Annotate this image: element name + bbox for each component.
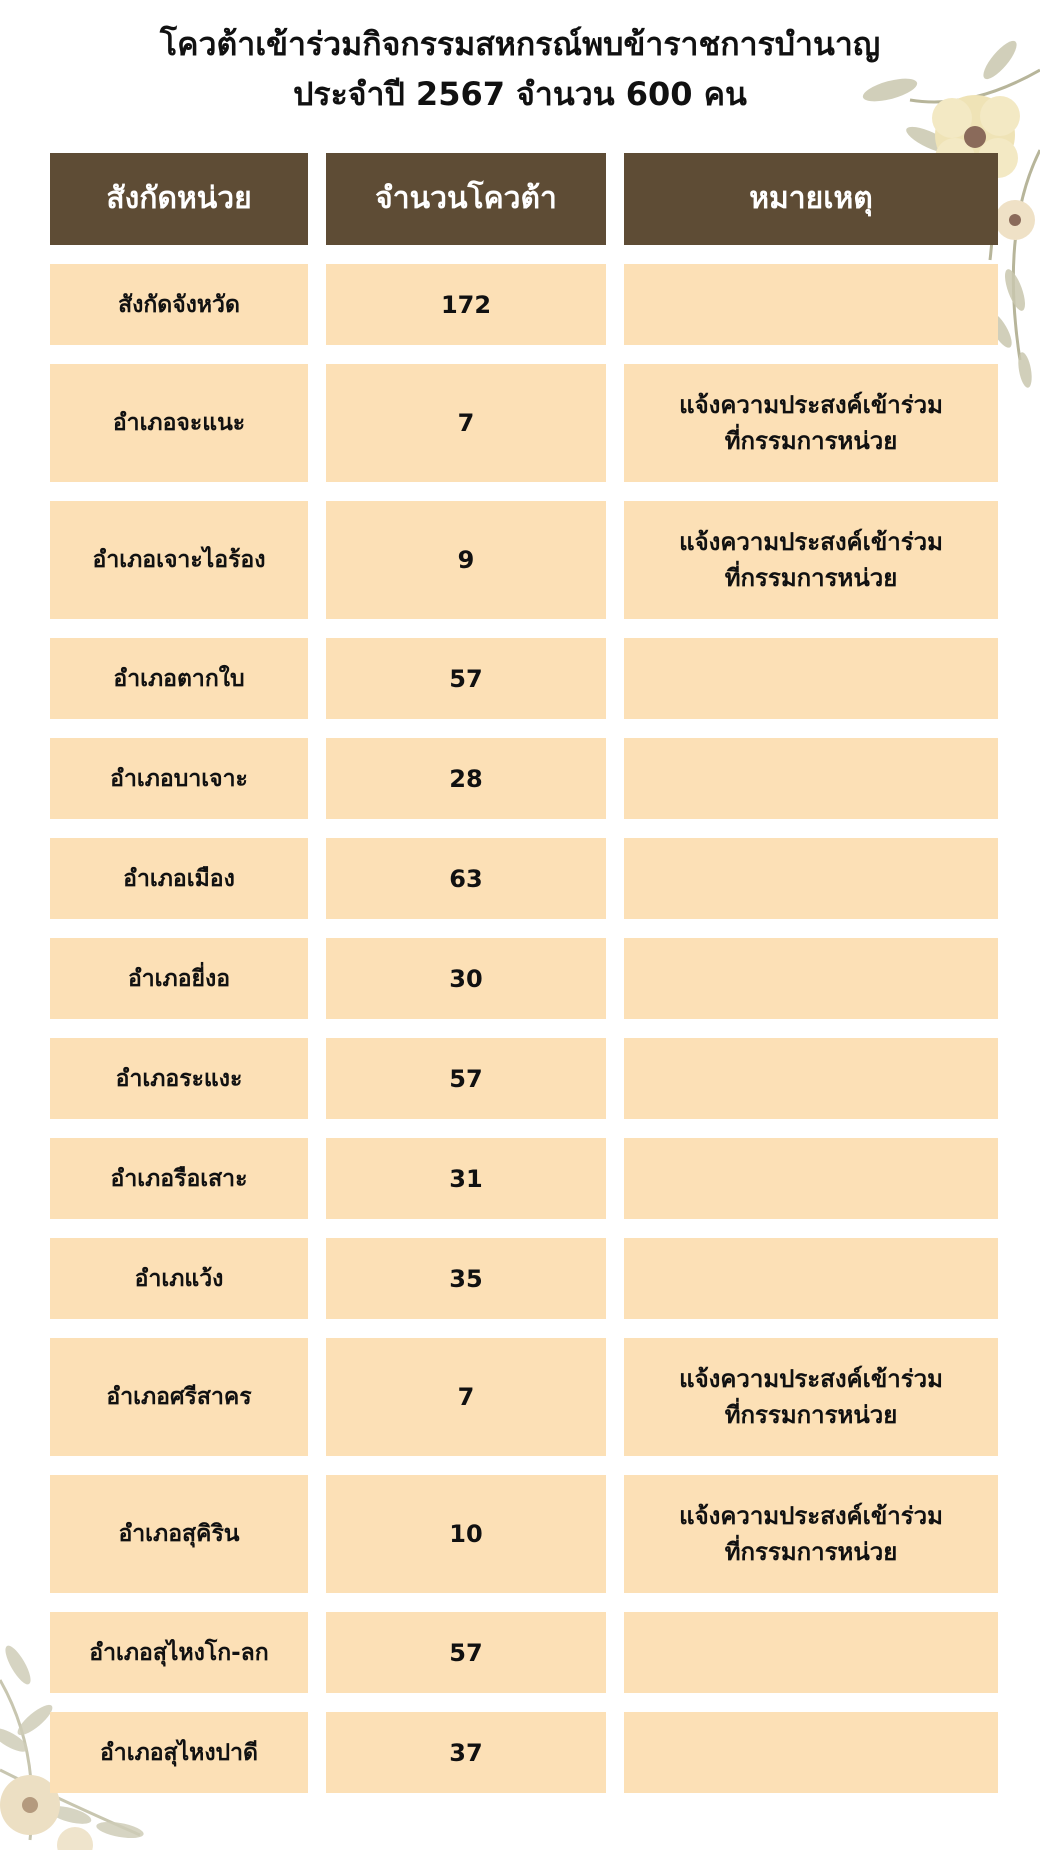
note-line: ที่กรรมการหน่วย <box>724 1401 898 1429</box>
note-cell <box>624 1712 998 1793</box>
note-cell <box>624 938 998 1019</box>
quota-cell: 28 <box>326 738 606 819</box>
unit-cell: อำเภอสุคิริน <box>50 1475 308 1593</box>
note-line: แจ้งความประสงค์เข้าร่วม <box>679 1502 943 1530</box>
note-line: แจ้งความประสงค์เข้าร่วม <box>679 391 943 419</box>
unit-cell: อำเภอศรีสาคร <box>50 1338 308 1456</box>
note-line: แจ้งความประสงค์เข้าร่วม <box>679 528 943 556</box>
unit-cell: อำเภอระแงะ <box>50 1038 308 1119</box>
quota-cell: 172 <box>326 264 606 345</box>
note-cell <box>624 1612 998 1693</box>
unit-cell: อำเภอบาเจาะ <box>50 738 308 819</box>
note-cell <box>624 1138 998 1219</box>
page-subtitle: ประจำปี 2567 จำนวน 600 คน <box>293 75 747 113</box>
quota-cell: 35 <box>326 1238 606 1319</box>
quota-cell: 57 <box>326 638 606 719</box>
note-line: ที่กรรมการหน่วย <box>724 427 898 455</box>
unit-cell: สังกัดจังหวัด <box>50 264 308 345</box>
unit-cell: อำเภอตากใบ <box>50 638 308 719</box>
note-cell <box>624 501 998 619</box>
note-line: ที่กรรมการหน่วย <box>724 564 898 592</box>
note-cell <box>624 1338 998 1456</box>
unit-cell: อำเภอจะแนะ <box>50 364 308 482</box>
column-header-quota: จำนวนโควต้า <box>326 153 606 245</box>
column-header-unit: สังกัดหน่วย <box>50 153 308 245</box>
quota-cell: 9 <box>326 501 606 619</box>
unit-cell: อำเภแว้ง <box>50 1238 308 1319</box>
quota-cell: 31 <box>326 1138 606 1219</box>
note-cell <box>624 838 998 919</box>
note-cell <box>624 1238 998 1319</box>
unit-cell: อำเภอยี่งอ <box>50 938 308 1019</box>
note-line: แจ้งความประสงค์เข้าร่วม <box>679 1365 943 1393</box>
unit-cell: อำเภอเจาะไอร้อง <box>50 501 308 619</box>
note-cell <box>624 264 998 345</box>
unit-cell: อำเภอเมือง <box>50 838 308 919</box>
quota-cell: 57 <box>326 1612 606 1693</box>
unit-cell: อำเภอรือเสาะ <box>50 1138 308 1219</box>
quota-cell: 10 <box>326 1475 606 1593</box>
unit-cell: อำเภอสุไหงโก-ลก <box>50 1612 308 1693</box>
quota-cell: 63 <box>326 838 606 919</box>
quota-cell: 7 <box>326 364 606 482</box>
note-cell <box>624 1475 998 1593</box>
unit-cell: อำเภอสุไหงปาดี <box>50 1712 308 1793</box>
quota-cell: 30 <box>326 938 606 1019</box>
quota-cell: 7 <box>326 1338 606 1456</box>
column-header-note: หมายเหตุ <box>624 153 998 245</box>
note-cell <box>624 1038 998 1119</box>
quota-cell: 57 <box>326 1038 606 1119</box>
page-title: โควต้าเข้าร่วมกิจกรรมสหกรณ์พบข้าราชการบำนาญ <box>159 25 881 63</box>
quota-cell: 37 <box>326 1712 606 1793</box>
note-line: ที่กรรมการหน่วย <box>724 1538 898 1566</box>
note-cell <box>624 738 998 819</box>
note-cell <box>624 638 998 719</box>
note-cell <box>624 364 998 482</box>
